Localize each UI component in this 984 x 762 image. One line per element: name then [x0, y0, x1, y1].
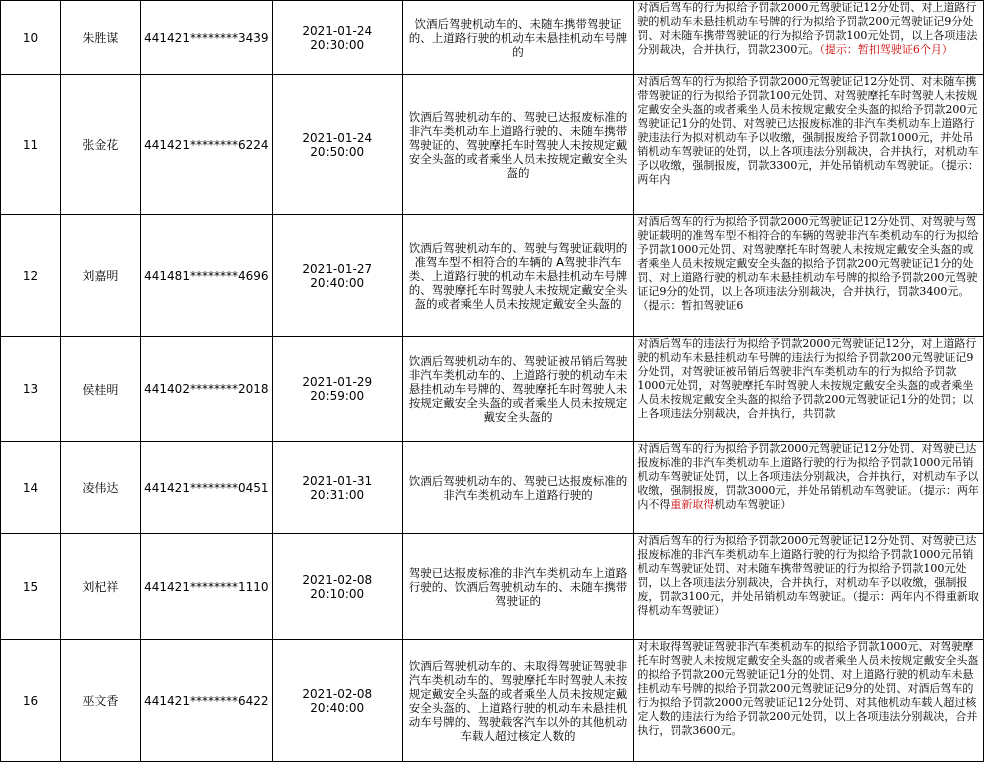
id-number: 441402********2018 — [140, 337, 272, 442]
penalty-text: 对酒后驾车的行为拟给予罚款2000元驾驶证记12分处罚、对上道路行驶的机动车未悬挂机动车号牌的行为拟给予罚款200元驾驶证记9分处罚、对未随车携带驾驶证的行为拟给予罚款100元处罚，以上各项违法分别裁决，合并执行，罚款2300元。 — [637, 1, 978, 56]
table-row — [1, 442, 984, 534]
penalty-description: 对未取得驾驶证驾驶非汽车类机动车的拟给予罚款1000元、对驾驶摩托车时驾驶人未按规定戴安全头盔的或者乘坐人员未按规定戴安全头盔的拟给予罚款200元驾驶证记1分的处罚、对上道路行驶的机动车未悬挂机动车号牌的拟给予罚款200元驾驶证记9分的处罚、对酒后驾车的行为拟给予罚款2000元驾驶证记12分处罚、对其他机动车载人超过核定人数的违法行为给予罚款200元处罚，以上各项违法分别裁决，合并执行，罚款3600元。 — [634, 640, 984, 762]
penalty-description — [634, 1, 984, 75]
violation-date: 2021-01-24 — [302, 130, 373, 145]
offense-description: 饮酒后驾驶机动车的、驾驶证被吊销后驾驶非汽车类机动车的、上道路行驶的机动车未悬挂机动车号牌的、驾驶摩托车时驾驶人未按规定戴安全头盔的或者乘坐人员未按规定戴安全头盔的 — [402, 337, 634, 442]
violation-datetime — [272, 1, 402, 75]
violation-datetime — [272, 640, 402, 762]
row-number: 16 — [1, 640, 61, 762]
penalty-description: 对酒后驾车的行为拟给予罚款2000元驾驶证记12分处罚、对驾驶已达报废标准的非汽车类机动车上道路行驶的行为拟给予罚款1000元吊销机动车驾驶证处罚、对未随车携带驾驶证的行为拟给予罚款100元处罚，以上各项违法分别裁决，合并执行，对机动车予以收缴，强制报废，罚款3100元，并处吊销机动车驾驶证。（提示：两年内不得重新取得机动车驾驶证） — [634, 534, 984, 640]
violation-date: 2021-02-08 — [302, 572, 373, 587]
violation-date: 2021-01-29 — [302, 375, 373, 389]
violation-time: 20:30:00 — [310, 37, 365, 52]
table-row — [1, 75, 984, 215]
table-row — [1, 215, 984, 337]
violation-date: 2021-01-31 — [302, 473, 373, 488]
row-number: 12 — [1, 215, 61, 337]
violation-date: 2021-01-24 — [302, 23, 373, 38]
id-number: 441421********1110 — [140, 534, 272, 640]
violation-time: 20:10:00 — [310, 586, 365, 601]
row-number: 13 — [1, 337, 61, 442]
offense-description: 饮酒后驾驶机动车的、驾驶与驾驶证载明的准驾车型不相符合的车辆的 A驾驶非汽车类、上道路行驶的机动车未悬挂机动车号牌的、驾驶摩托车时驾驶人未按规定戴安全头盔的或者乘坐人员未按规定戴安全头盔的 — [402, 215, 634, 337]
person-name: 侯桂明 — [60, 337, 140, 442]
id-number: 441421********6422 — [140, 640, 272, 762]
row-number: 14 — [1, 442, 61, 534]
table-row — [1, 640, 984, 762]
violation-time: 20:40:00 — [310, 700, 365, 715]
person-name: 张金花 — [60, 75, 140, 215]
violation-datetime — [272, 337, 402, 442]
violation-time: 20:59:00 — [310, 389, 365, 403]
violation-date: 2021-01-27 — [302, 261, 373, 276]
penalty-highlight: 重新取得 — [670, 498, 715, 511]
row-number: 10 — [1, 1, 61, 75]
penalty-description: 对酒后驾车的违法行为拟给予罚款2000元驾驶证记12分，对上道路行驶的机动车未悬挂机动车号牌的违法行为拟给予罚款200元驾驶证记9分处罚，对驾驶证被吊销后驾驶非汽车类机动车的行为拟给予罚款1000元处罚，对驾驶摩托车时驾驶人未按规定戴安全头盔的或者乘坐人员未按规定戴安全头盔的拟给予罚款200元驾驶证记1分的处罚；以上各项违法分别裁决，合并执行，共罚款 — [634, 337, 984, 442]
offense-description: 饮酒后驾驶机动车的、驾驶已达报废标准的非汽车类机动车上道路行驶的 — [402, 442, 634, 534]
violation-time: 20:40:00 — [310, 275, 365, 290]
offense-description: 饮酒后驾驶机动车的、未取得驾驶证驾驶非汽车类机动车的、驾驶摩托车时驾驶人未按规定戴安全头盔的或者乘坐人员未按规定戴安全头盔的、上道路行驶的机动车未悬挂机动车号牌的、驾驶载客汽车以外的其他机动车载人超过核定人数的 — [402, 640, 634, 762]
person-name: 巫文香 — [60, 640, 140, 762]
person-name: 朱胜谋 — [60, 1, 140, 75]
row-number: 11 — [1, 75, 61, 215]
person-name: 刘嘉明 — [60, 215, 140, 337]
penalty-text: 对酒后驾车的行为拟给予罚款2000元驾驶证记12分处罚、对驾驶已达报废标准的非汽车类机动车上道路行驶的行为拟给予罚款1000元吊销机动车驾驶证处罚，以上各项违法分别裁决，合并执行，对机动车予以收缴，强制报废，罚款3000元，并处吊销机动车驾驶证。（提示：两年内不得 — [637, 442, 979, 511]
row-number: 15 — [1, 534, 61, 640]
penalty-description — [634, 442, 984, 534]
penalty-tail: 机动车驾驶证） — [714, 498, 792, 511]
offense-description: 驾驶已达报废标准的非汽车类机动车上道路行驶的、饮酒后驾驶机动车的、未随车携带驾驶证的 — [402, 534, 634, 640]
table-row — [1, 337, 984, 442]
penalty-description: 对酒后驾车的行为拟给予罚款2000元驾驶证记12分处罚、对未随车携带驾驶证的行为拟给予罚款100元处罚、对驾驶摩托车时驾驶人未按规定戴安全头盔的或者乘坐人员未按规定戴安全头盔的拟给予罚款200元驾驶证记1分的处罚、对驾驶已达报废标准的非汽车类机动车上道路行驶违法行为拟对机动车予以收缴，强制报废给予罚款1000元，并处吊销机动车驾驶证的处罚，以上各项违法分别裁决，合并执行，对机动车予以收缴，强制报废，罚款3300元，并处吊销机动车驾驶证。（提示：两年内 — [634, 75, 984, 215]
id-number: 441421********6224 — [140, 75, 272, 215]
violation-datetime — [272, 75, 402, 215]
person-name: 刘杞祥 — [60, 534, 140, 640]
violation-datetime — [272, 534, 402, 640]
table-row — [1, 1, 984, 75]
penalty-hint: （提示：暂扣驾驶证6个月） — [819, 43, 953, 56]
violation-time: 20:31:00 — [310, 487, 365, 502]
violation-time: 20:50:00 — [310, 144, 365, 159]
id-number: 441421********0451 — [140, 442, 272, 534]
offense-description: 饮酒后驾驶机动车的、未随车携带驾驶证的、上道路行驶的机动车未悬挂机动车号牌的 — [402, 1, 634, 75]
violation-datetime — [272, 215, 402, 337]
id-number: 441421********3439 — [140, 1, 272, 75]
offense-description: 饮酒后驾驶机动车的、驾驶已达报废标准的非汽车类机动车上道路行驶的、未随车携带驾驶证的、驾驶摩托车时驾驶人未按规定戴安全头盔的或者乘坐人员未按规定戴安全头盔的 — [402, 75, 634, 215]
person-name: 凌伟达 — [60, 442, 140, 534]
penalty-description: 对酒后驾车的行为拟给予罚款2000元驾驶证记12分处罚、对驾驶与驾驶证载明的准驾车型不相符合的车辆的驾驶非汽车类机动车的行为拟给予罚款1000元处罚、对驾驶摩托车时驾驶人未按规定戴安全头盔的或者乘坐人员未按规定戴安全头盔的拟给予罚款200元驾驶证记1分的处罚、对上道路行驶的机动车未悬挂机动车号牌的拟给予罚款200元驾驶证记9分的处罚，以上各项违法分别裁决，合并执行，罚款3400元。（提示：暂扣驾驶证6 — [634, 215, 984, 337]
violation-datetime — [272, 442, 402, 534]
table-row — [1, 534, 984, 640]
violation-date: 2021-02-08 — [302, 686, 373, 701]
id-number: 441481********4696 — [140, 215, 272, 337]
